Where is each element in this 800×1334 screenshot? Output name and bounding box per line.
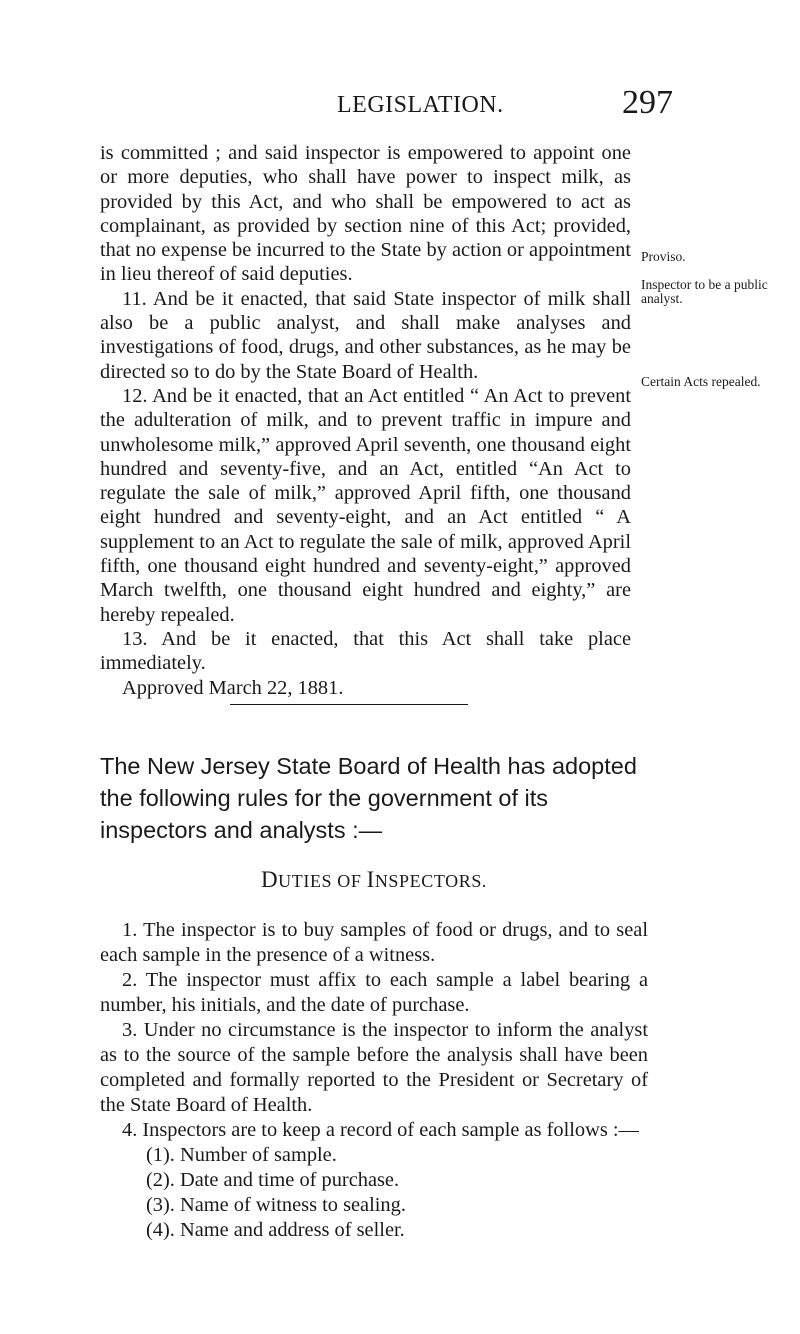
heading-part-nspectors: NSPECTORS. bbox=[374, 871, 488, 891]
rule-4-item-2: (2). Date and time of purchase. bbox=[146, 1169, 400, 1191]
paragraph-section-13: 13. And be it enacted, that this Act shall take place immediately. bbox=[100, 627, 631, 675]
page-header bbox=[100, 84, 700, 132]
heading-initial-i: I bbox=[366, 867, 375, 892]
paragraph-section-12: 12. And be it enacted, that an Act entitled “ An Act to prevent the adulteration of milk, and to prevent traffic in impure and unwholesome milk,” approved April seventh, one thousand eight hundred and seventy-five, and an Act, entitled “An Act to regulate the sale of milk,” approved April fifth, one thousand eight hundred and seventy-eight, and an Act entitled “ A supplement to an Act to regulate the sale of milk, approved April fifth, one thousand eight hundred and seventy-eight,” approved March twelfth, one thousand eight hundred and eighty,” are hereby repealed. bbox=[100, 384, 631, 626]
sidenote-acts-repealed: Certain Acts repealed. bbox=[641, 374, 761, 389]
intro-paragraph: The New Jersey State Board of Health has adopted the following rules for the government of its inspectors and analysts :— bbox=[100, 753, 637, 843]
section-divider bbox=[230, 704, 468, 705]
section-heading bbox=[100, 867, 648, 893]
heading-initial-d: D bbox=[260, 867, 279, 892]
running-head: LEGISLATION. bbox=[337, 92, 504, 118]
paragraph-continuation: is committed ; and said inspector is empowered to appoint one or more deputies, who shall have power to inspect milk, as provided by this Act, and who shall be empowered to act as complainant, as provided by section nine of this Act; provided, that no expense be incurred to the State by action or appointment in lieu thereof of said deputies. bbox=[100, 142, 631, 286]
rule-4-item-1: (1). Number of sample. bbox=[146, 1144, 337, 1166]
rule-4-item-4: (4). Name and address of seller. bbox=[146, 1219, 405, 1241]
legislation-text bbox=[100, 141, 631, 700]
paragraph-section-11: 11. And be it enacted, that said State inspector of milk shall also be a public analyst, and shall make analyses and investigations of food, drugs, and other substances, as he may be directed so to do by the State Board of Health. bbox=[100, 287, 631, 383]
sidenote-inspector-analyst: Inspector to be a public analyst. bbox=[641, 277, 768, 306]
rule-4: 4. Inspectors are to keep a record of each sample as follows :— bbox=[122, 1119, 639, 1141]
sidenote-proviso: Proviso. bbox=[641, 249, 686, 264]
rule-1: 1. The inspector is to buy samples of food or drugs, and to seal each sample in the presence of a witness. bbox=[100, 919, 648, 966]
approval-date: Approved March 22, 1881. bbox=[122, 676, 344, 699]
page-number: 297 bbox=[622, 84, 673, 121]
rule-2: 2. The inspector must affix to each sample a label bearing a number, his initials, and the date of purchase. bbox=[100, 969, 648, 1016]
inspector-rules bbox=[100, 918, 648, 1243]
rule-3: 3. Under no circumstance is the inspector to inform the analyst as to the source of the sample before the analysis shall have been completed and formally reported to the President or Secretary of the State Board of Health. bbox=[100, 1019, 648, 1116]
heading-part-uties-of: UTIES OF bbox=[278, 871, 367, 891]
rule-4-item-3: (3). Name of witness to sealing. bbox=[146, 1194, 406, 1216]
